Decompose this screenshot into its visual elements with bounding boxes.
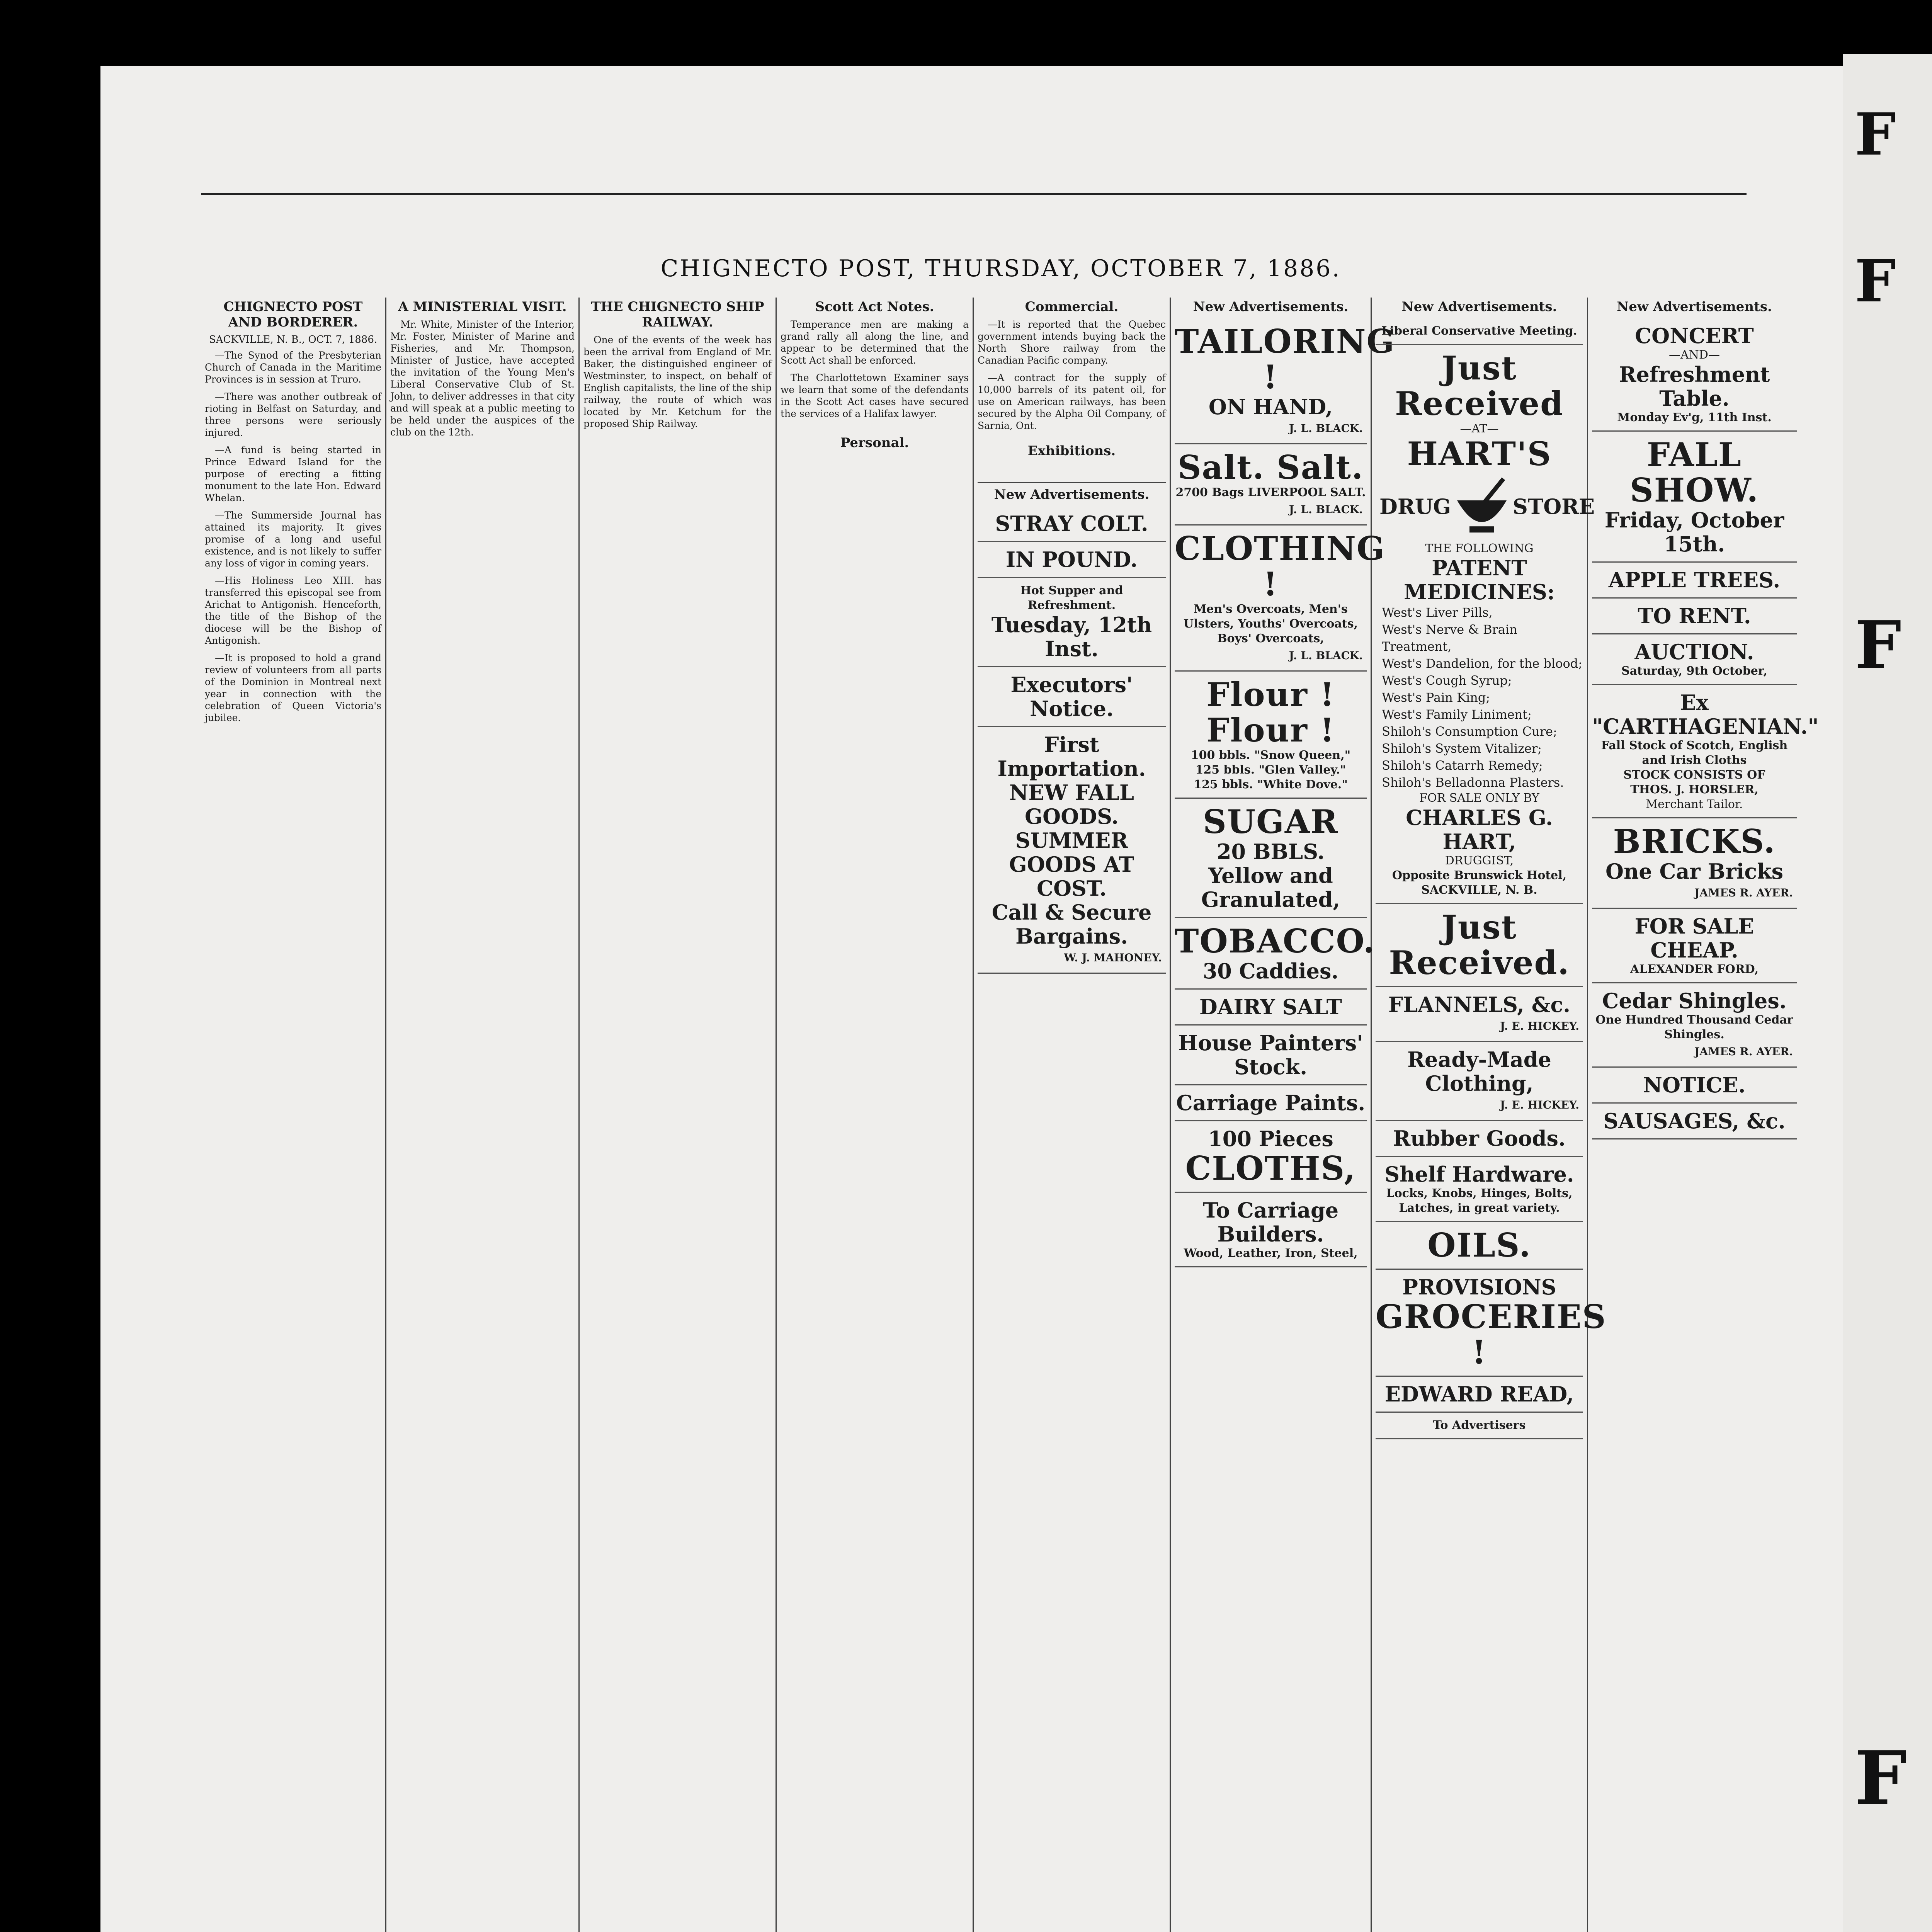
edge-letter: F — [1855, 1735, 1907, 1821]
saturday-line: Saturday, 9th October, — [1621, 664, 1767, 678]
sausages-heading: SAUSAGES, &c. — [1603, 1109, 1786, 1133]
groceries-heading: GROCERIES ! — [1376, 1298, 1607, 1371]
col5-subtitle: Exhibitions. — [1027, 443, 1116, 459]
liberal-meeting-heading: Liberal Conservative Meeting. — [1381, 324, 1577, 338]
medicine-item: Shiloh's Consumption Cure; — [1382, 724, 1557, 739]
fall-stock-line: Fall Stock of Scotch, English and Irish Cloths — [1601, 739, 1788, 767]
hundred-thousand-line: One Hundred Thousand Cedar Shingles. — [1595, 1013, 1793, 1041]
column-8 — [1588, 298, 1819, 1932]
cedar-shingles-heading: Cedar Shingles. — [1602, 988, 1787, 1013]
col1-item: —It is proposed to hold a grand review of volunteers from all parts of the Dominion in Montreal next year in connection with the celebration of Queen Victoria's jubilee. — [205, 652, 381, 723]
new-fall-goods-heading: NEW FALL GOODS. — [1009, 780, 1134, 829]
col1-title: CHIGNECTO POST AND BORDERER. — [223, 299, 363, 330]
monday-line: Monday Ev'g, 11th Inst. — [1617, 411, 1772, 424]
on-hand-heading: ON HAND, — [1208, 395, 1333, 419]
just-received-2-heading: Just Received. — [1389, 908, 1570, 982]
store-word: STORE — [1512, 494, 1595, 519]
col3-item: One of the events of the week has been the arrival from England of Mr. Baker, the distinguished engineer of Westminster, to inspect, on behalf of English capitalists, the line of the ship railway, the route of which was located by Mr. Ketchum for the proposed Ship Railway. — [583, 334, 772, 429]
flour-heading: Flour ! Flour ! — [1206, 675, 1335, 749]
provisions-heading: PROVISIONS — [1402, 1275, 1556, 1299]
locks-line: Locks, Knobs, Hinges, Bolts, Latches, in great variety. — [1386, 1187, 1573, 1215]
for-sale-line: FOR SALE ONLY BY — [1419, 791, 1539, 805]
rubber-goods-heading: Rubber Goods. — [1393, 1126, 1566, 1151]
hickey-signer: J. E. HICKEY. — [1500, 1020, 1579, 1032]
refreshment-heading: Refreshment Table. — [1619, 362, 1770, 411]
following-line: THE FOLLOWING — [1425, 542, 1534, 555]
snow-queen-line: 100 bbls. "Snow Queen," — [1190, 748, 1351, 762]
dairy-salt-heading: DAIRY SALT — [1199, 995, 1342, 1019]
wood-leather-line: Wood, Leather, Iron, Steel, — [1184, 1247, 1358, 1260]
first-importation-heading: First Importation. — [997, 732, 1146, 781]
medicine-item: West's Liver Pills, — [1382, 605, 1493, 620]
apple-trees-heading: APPLE TREES. — [1608, 568, 1781, 592]
mahoney-signer: W. J. MAHONEY. — [1064, 951, 1162, 964]
column-6 — [1171, 298, 1395, 1932]
tailor-line: Merchant Tailor. — [1646, 798, 1743, 811]
executors-heading: Executors' Notice. — [1010, 672, 1133, 721]
carriage-builders-heading: To Carriage Builders. — [1202, 1198, 1339, 1247]
edge-letter: F — [1855, 100, 1896, 168]
twenty-bbls-line: 20 BBLS. — [1216, 839, 1325, 864]
charles-hart-line: CHARLES G. HART, — [1406, 805, 1553, 854]
flannels-heading: FLANNELS, &c. — [1388, 992, 1571, 1017]
col2-item: Mr. White, Minister of the Interior, Mr. Foster, Minister of Marine and Fisheries, and Mr. Thompson, Minister of Justice, have accepted the invitation of the Young Men's Liberal Conservative Club of St. John, to deliver addresses in that city and will speak at a public meeting to be held under the auspices of the club on the 12th. — [390, 319, 575, 438]
tuesday-heading: Tuesday, 12th Inst. — [991, 612, 1152, 661]
patent-medicines-heading: PATENT MEDICINES: — [1404, 556, 1555, 604]
call-secure-heading: Call & Secure Bargains. — [992, 900, 1152, 949]
clothing-heading: CLOTHING ! — [1175, 529, 1385, 603]
col4-title: Scott Act Notes. — [815, 299, 934, 315]
stock-consists-line: STOCK CONSISTS OF — [1623, 768, 1765, 782]
columns — [201, 298, 1819, 1932]
liverpool-salt-line: 2700 Bags LIVERPOOL SALT. — [1175, 486, 1366, 499]
column-3 — [580, 298, 777, 1932]
edward-read-heading: EDWARD READ, — [1384, 1382, 1574, 1406]
col5-title: Commercial. — [1025, 299, 1119, 315]
mortar-and-pestle-icon — [1451, 476, 1513, 537]
in-pound-heading: IN POUND. — [1005, 547, 1138, 572]
glen-valley-line: 125 bbls. "Glen Valley." — [1195, 763, 1346, 777]
ayer-signer: JAMES R. AYER. — [1694, 1045, 1793, 1058]
edge-letter: F — [1855, 607, 1901, 684]
column-1 — [201, 298, 386, 1932]
black-signer: J. L. BLACK. — [1289, 649, 1363, 662]
col3-title: THE CHIGNECTO SHIP RAILWAY. — [591, 299, 764, 330]
druggist-line: DRUGGIST, — [1445, 854, 1514, 867]
yellow-granulated-line: Yellow and Granulated, — [1201, 863, 1340, 912]
harts-heading: HART'S — [1407, 435, 1552, 473]
black-signer: J. L. BLACK. — [1289, 503, 1363, 516]
col1-item: —The Summerside Journal has attained its majority. It gives promise of a long and useful existence, and is not likely to suffer any loss of vigor in coming years. — [205, 510, 381, 569]
col8-title: New Advertisements. — [1617, 299, 1772, 315]
col1-item: —The Synod of the Presbyterian Church of Canada in the Maritime Provinces is in session at Truro. — [205, 350, 381, 385]
col4-item: Temperance men are making a grand rally all along the line, and appear to be determined that the Scott Act shall be enforced. — [781, 319, 969, 366]
horsler-line: THOS. J. HORSLER, — [1630, 783, 1759, 796]
overcoats-line: Men's Overcoats, Men's Ulsters, Youths' Overcoats, Boys' Overcoats, — [1183, 602, 1358, 645]
readymade-clothing-heading: Ready-Made Clothing, — [1407, 1047, 1551, 1096]
adjacent-page-edge — [1843, 54, 1932, 1932]
medicine-item: West's Pain King; — [1382, 690, 1490, 705]
medicine-item: West's Nerve & Brain Treatment, — [1382, 622, 1517, 654]
stray-colt-heading: STRAY COLT. — [995, 511, 1148, 536]
auction-heading: AUCTION. — [1634, 639, 1754, 664]
for-sale-cheap-heading: FOR SALE CHEAP. — [1634, 914, 1754, 963]
concert-heading: CONCERT — [1635, 323, 1754, 348]
sackville-line: SACKVILLE, N. B. — [1421, 883, 1537, 897]
medicine-item: West's Family Liniment; — [1382, 707, 1532, 722]
summer-goods-heading: SUMMER GOODS AT COST. — [1009, 828, 1134, 901]
newspaper-page — [100, 66, 1847, 1932]
notice-heading: NOTICE. — [1643, 1073, 1746, 1097]
col5-item: —It is reported that the Quebec government intends buying back the North Shore railway from the Canadian Pacific company. — [978, 319, 1166, 366]
just-received-heading: Just Received — [1395, 349, 1564, 423]
fall-show-heading: FALL SHOW. — [1630, 435, 1759, 509]
col1-item: —His Holiness Leo XIII. has transferred this episcopal see from Arichat to Antigonish. Henceforth, the title of the Bishop of the diocese will be the Bishop of Antigonish. — [205, 575, 381, 646]
tobacco-heading: TOBACCO. — [1175, 922, 1376, 960]
to-rent-heading: TO RENT. — [1638, 604, 1751, 628]
medicine-item: West's Cough Syrup; — [1382, 673, 1512, 688]
shelf-hardware-heading: Shelf Hardware. — [1384, 1162, 1574, 1187]
col4-subtitle: Personal. — [840, 435, 909, 451]
column-2 — [386, 298, 580, 1932]
col6-title: New Advertisements. — [1193, 299, 1349, 315]
col1-item: —There was another outbreak of rioting in Belfast on Saturday, and three persons were seriously injured. — [205, 391, 381, 438]
masthead-rule — [201, 193, 1747, 195]
carthagenian-heading: Ex "CARTHAGENIAN." — [1592, 690, 1819, 739]
carriage-paints-heading: Carriage Paints. — [1176, 1090, 1366, 1115]
column-7 — [1372, 298, 1607, 1932]
medicine-item: Shiloh's System Vitalizer; — [1382, 741, 1542, 756]
hot-supper-heading: Hot Supper and Refreshment. — [1020, 584, 1123, 612]
ayer-signer: JAMES R. AYER. — [1694, 886, 1793, 899]
bricks-heading: BRICKS. — [1613, 822, 1776, 861]
col2-title: A MINISTERIAL VISIT. — [398, 299, 567, 315]
cloths-heading: CLOTHS, — [1185, 1149, 1356, 1187]
salt-heading: Salt. Salt. — [1177, 448, 1364, 486]
caddies-line: 30 Caddies. — [1202, 959, 1339, 983]
and-line: —AND— — [1669, 348, 1720, 362]
tailoring-heading: TAILORING ! — [1175, 322, 1395, 396]
black-signer: J. L. BLACK. — [1289, 422, 1363, 435]
oils-heading: OILS. — [1427, 1226, 1531, 1264]
col7-title: New Advertisements. — [1401, 299, 1557, 315]
medicine-list — [1376, 604, 1583, 791]
col1-dateline: SACKVILLE, N. B., OCT. 7, 1886. — [209, 334, 378, 345]
friday-line: Friday, October 15th. — [1604, 508, 1784, 556]
hundred-pieces-line: 100 Pieces — [1208, 1126, 1333, 1151]
one-car-line: One Car Bricks — [1605, 859, 1783, 884]
sugar-heading: SUGAR — [1203, 803, 1338, 841]
house-painters-heading: House Painters' Stock. — [1178, 1031, 1363, 1079]
edge-letter: F — [1855, 247, 1896, 315]
running-head: CHIGNECTO POST, THURSDAY, OCTOBER 7, 1886. — [660, 255, 1341, 282]
at-line: —AT— — [1460, 422, 1499, 435]
alexander-ford-line: ALEXANDER FORD, — [1630, 963, 1759, 976]
medicine-item: Shiloh's Catarrh Remedy; — [1382, 758, 1543, 773]
col1-item: —A fund is being started in Prince Edward Island for the purpose of erecting a fitting monument to the late Hon. Edward Whelan. — [205, 444, 381, 503]
drug-word: DRUG — [1379, 494, 1451, 519]
column-5 — [974, 298, 1171, 1932]
column-4 — [777, 298, 974, 1932]
col4-item: The Charlottetown Examiner says we learn that some of the defendants in the Scott Act cases have secured the services of a Halifax lawyer. — [781, 372, 969, 419]
advertisers-heading: To Advertisers — [1433, 1418, 1526, 1432]
col5-ads-title: New Advertisements. — [978, 482, 1166, 502]
hickey-signer: J. E. HICKEY. — [1500, 1099, 1579, 1111]
medicine-item: West's Dandelion, for the blood; — [1382, 656, 1583, 671]
opposite-line: Opposite Brunswick Hotel, — [1392, 869, 1567, 882]
medicine-item: Shiloh's Belladonna Plasters. — [1382, 775, 1564, 790]
white-dove-line: 125 bbls. "White Dove." — [1194, 778, 1348, 791]
col5-item: —A contract for the supply of 10,000 barrels of its patent oil, for use on American railways, has been secured by the Alpha Oil Company, of Sarnia, Ont. — [978, 372, 1166, 431]
